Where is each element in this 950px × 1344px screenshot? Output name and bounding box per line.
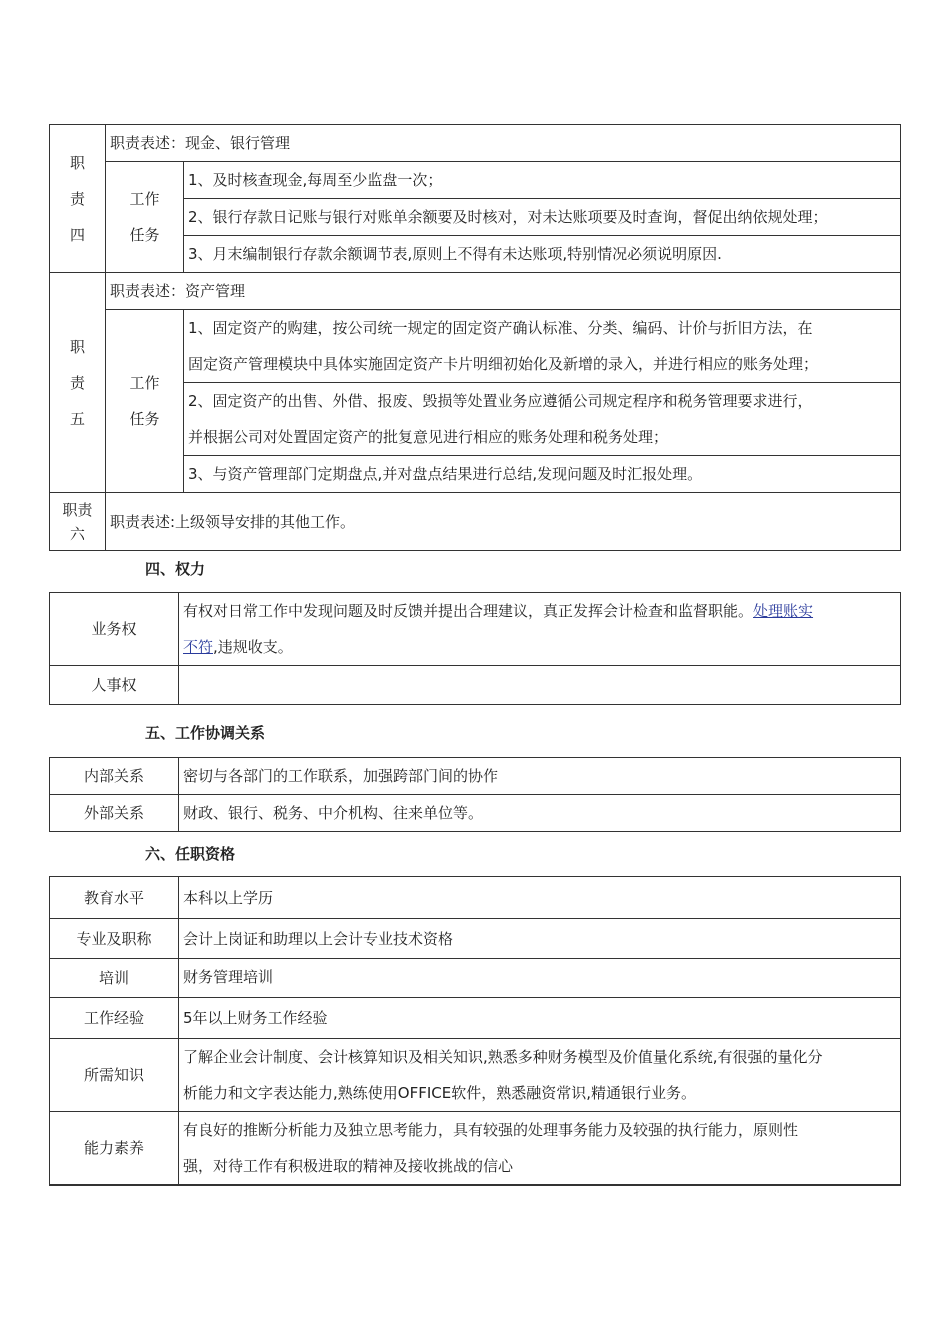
duty6-label: 职责 六 [50,493,106,551]
reconciliation-link[interactable]: 不符 [183,638,214,656]
power-table [49,592,901,705]
relation-value: 财政、银行、税务、中介机构、往来单位等。 [179,795,901,832]
relation-label: 内部关系 [50,758,179,795]
professional-title-label: 专业及职称 [50,919,179,959]
duty4-label: 职 责 四 [50,125,106,273]
duty5-task-label: 工作 任务 [106,310,184,493]
duty4-task-label: 工作 任务 [106,162,184,273]
ability-value: 有良好的推断分析能力及独立思考能力，具有较强的处理事务能力及较强的执行能力，原则性 强，对待工作有积极进取的精神及接收挑战的信心 [179,1112,901,1186]
duty4-task: 2、银行存款日记账与银行对账单余额要及时核对，对未达账项要及时查询，督促出纳依规处理； [184,199,901,236]
experience-value: 5年以上财务工作经验 [179,998,901,1039]
duty5-label: 职 责 五 [50,273,106,493]
business-power-text: 有权对日常工作中发现问题及时反馈并提出合理建议，真正发挥会计检查和监督职能。处理账实 不符,违规收支。 [179,593,901,666]
training-label: 培训 [50,959,179,998]
coordination-table [49,757,901,832]
training-value: 财务管理培训 [179,959,901,998]
experience-label: 工作经验 [50,998,179,1039]
duty4-task: 3、月末编制银行存款余额调节表,原则上不得有未达账项,特别情况必须说明原因. [184,236,901,273]
knowledge-label: 所需知识 [50,1039,179,1112]
duty4-statement: 职责表述：现金、银行管理 [106,125,901,162]
duty5-task: 2、固定资产的出售、外借、报废、毁损等处置业务应遵循公司规定程序和税务管理要求进行， 并根据公司对处置固定资产的批复意见进行相应的账务处理和税务处理； [184,383,901,456]
duties-table [49,124,901,551]
personnel-power-text [179,666,901,705]
knowledge-value: 了解企业会计制度、会计核算知识及相关知识,熟悉多种财务模型及价值量化系统,有很强的量化分 析能力和文字表达能力,熟练使用OFFICE软件，熟悉融资常识,精通银行业务。 [179,1039,901,1112]
professional-title-value: 会计上岗证和助理以上会计专业技术资格 [179,919,901,959]
section-heading-qualifications: 六、任职资格 [145,845,236,863]
reconciliation-link[interactable]: 处理账实 [753,602,814,620]
education-label: 教育水平 [50,877,179,919]
duty5-task: 1、固定资产的购建，按公司统一规定的固定资产确认标准、分类、编码、计价与折旧方法，在 固定资产管理模块中具体实施固定资产卡片明细初始化及新增的录入，并进行相应的账务处理； [184,310,901,383]
relation-label: 外部关系 [50,795,179,832]
duty4-task: 1、及时核查现金,每周至少监盘一次； [184,162,901,199]
section-heading-coordination: 五、工作协调关系 [145,724,266,742]
qualifications-table [49,876,901,1186]
education-value: 本科以上学历 [179,877,901,919]
business-power-label: 业务权 [50,593,179,666]
relation-value: 密切与各部门的工作联系，加强跨部门间的协作 [179,758,901,795]
ability-label: 能力素养 [50,1112,179,1186]
section-heading-power: 四、权力 [145,560,206,578]
personnel-power-label: 人事权 [50,666,179,705]
duty5-task: 3、与资产管理部门定期盘点,并对盘点结果进行总结,发现问题及时汇报处理。 [184,456,901,493]
duty6-statement: 职责表述:上级领导安排的其他工作。 [106,493,901,551]
duty5-statement: 职责表述：资产管理 [106,273,901,310]
